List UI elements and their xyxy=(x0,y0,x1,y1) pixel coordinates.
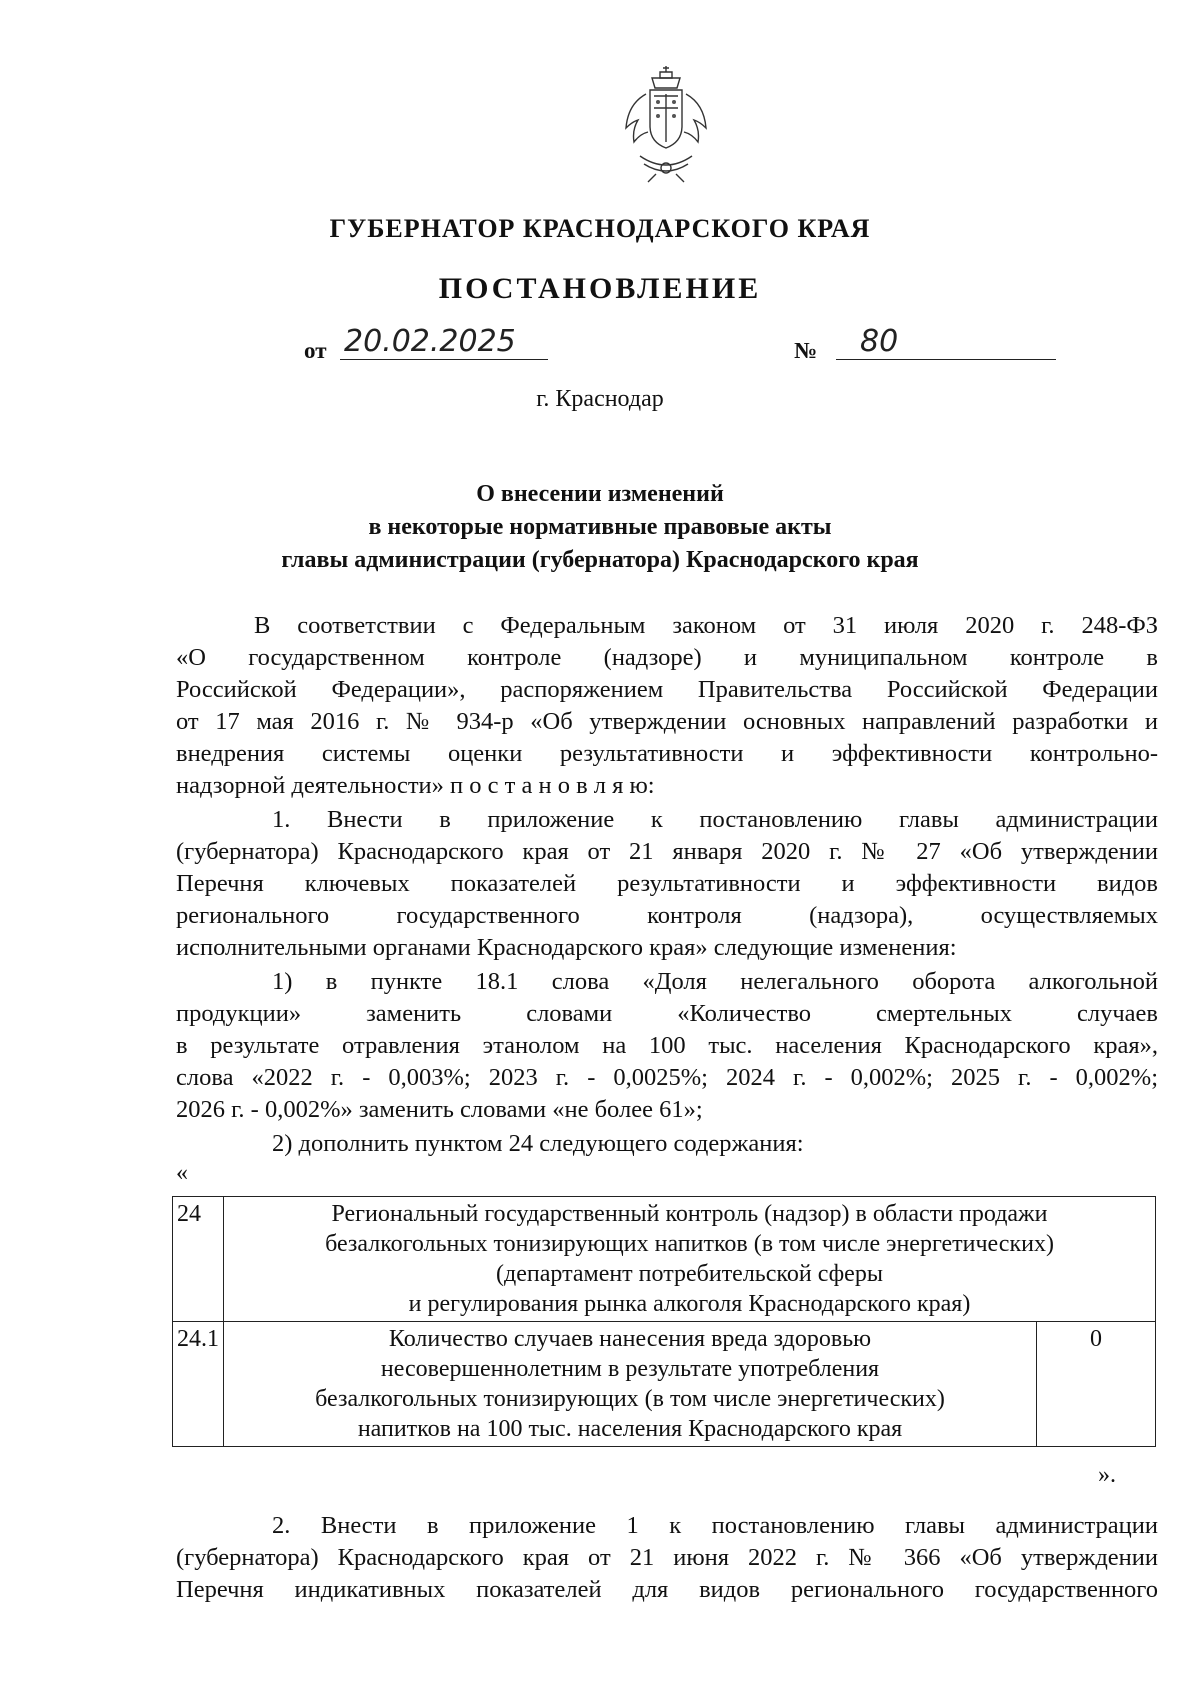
text-line: «О государственном контроле (надзоре) и муниципальном контроле в xyxy=(176,644,1158,671)
text-line: 1) в пункте 18.1 слова «Доля нелегального оборота алкогольной xyxy=(272,968,1158,995)
text-line: продукции» заменить словами «Количество смертельных случаев xyxy=(176,1000,1158,1027)
table-cell-text xyxy=(224,1322,1037,1447)
table-row xyxy=(173,1322,1156,1447)
text-line: (губернатора) Краснодарского края от 21 января 2020 г. № 27 «Об утверждении xyxy=(176,838,1158,865)
title-line: О внесении изменений xyxy=(476,481,724,507)
coat-of-arms-emblem xyxy=(616,64,716,188)
text-line: Российской Федерации», распоряжением Правительства Российской Федерации xyxy=(176,676,1158,703)
table-row xyxy=(173,1197,1156,1322)
text-line: 1. Внести в приложение к постановлению главы администрации xyxy=(272,806,1158,833)
title-line: главы администрации (губернатора) Краснодарского края xyxy=(281,547,919,573)
city: г. Краснодар xyxy=(536,386,664,412)
document-number: 80 xyxy=(836,324,1056,360)
cell-line: и регулирования рынка алкоголя Краснодарского края) xyxy=(408,1291,971,1317)
quote-close: ». xyxy=(1098,1462,1116,1488)
subitem-1-paragraph xyxy=(176,966,1158,1126)
text-line: Перечня ключевых показателей результативности и эффективности видов xyxy=(176,870,1158,897)
item-2-paragraph xyxy=(176,1510,1158,1606)
date-label: от xyxy=(304,338,327,363)
issuing-authority: ГУБЕРНАТОР КРАСНОДАРСКОГО КРАЯ xyxy=(329,214,871,243)
inserted-table xyxy=(172,1196,1156,1447)
table-cell-text xyxy=(224,1197,1156,1322)
text-line: Перечня индикативных показателей для видов регионального государственного xyxy=(176,1576,1158,1603)
cell-line: Количество случаев нанесения вреда здоровью xyxy=(388,1326,872,1352)
text-line: внедрения системы оценки результативности и эффективности контрольно- xyxy=(176,740,1158,767)
quote-open: « xyxy=(176,1160,188,1186)
text-line: 2) дополнить пунктом 24 следующего содержания: xyxy=(272,1130,804,1157)
table-cell-number: 24 xyxy=(173,1197,224,1322)
text-line: 2026 г. - 0,002%» заменить словами «не более 61»; xyxy=(176,1096,703,1123)
cell-line: (департамент потребительской сферы xyxy=(496,1261,883,1287)
item-1-paragraph xyxy=(176,804,1158,964)
title-line: в некоторые нормативные правовые акты xyxy=(368,514,832,540)
document-date: 20.02.2025 xyxy=(340,324,548,360)
preamble-paragraph xyxy=(176,610,1158,802)
text-line: от 17 мая 2016 г. № 934-р «Об утверждении основных направлений разработки и xyxy=(176,708,1158,735)
text-line: В соответствии с Федеральным законом от 31 июля 2020 г. 248-ФЗ xyxy=(254,612,1158,639)
text-line: надзорной деятельности» п о с т а н о в л я ю: xyxy=(176,772,655,799)
cell-line: безалкогольных тонизирующих напитков (в том числе энергетических) xyxy=(325,1231,1054,1257)
table-cell-value: 0 xyxy=(1037,1322,1156,1447)
number-label: № xyxy=(794,338,818,363)
table-cell-number: 24.1 xyxy=(173,1322,224,1447)
document-title xyxy=(0,478,1200,577)
text-line: слова «2022 г. - 0,003%; 2023 г. - 0,0025%; 2024 г. - 0,002%; 2025 г. - 0,002%; xyxy=(176,1064,1158,1091)
cell-line: Региональный государственный контроль (надзор) в области продажи xyxy=(331,1201,1048,1227)
document-type: ПОСТАНОВЛЕНИЕ xyxy=(438,272,762,305)
text-line: (губернатора) Краснодарского края от 21 июня 2022 г. № 366 «Об утверждении xyxy=(176,1544,1158,1571)
text-line: в результате отравления этанолом на 100 тыс. населения Краснодарского края», xyxy=(176,1032,1158,1059)
text-line: исполнительными органами Краснодарского края» следующие изменения: xyxy=(176,934,957,961)
text-line: 2. Внести в приложение 1 к постановлению главы администрации xyxy=(272,1512,1158,1539)
cell-line: безалкогольных тонизирующих (в том числе энергетических) xyxy=(315,1386,945,1412)
cell-line: напитков на 100 тыс. населения Краснодарского края xyxy=(357,1416,903,1442)
text-line: регионального государственного контроля (надзора), осуществляемых xyxy=(176,902,1158,929)
cell-line: несовершеннолетним в результате употребления xyxy=(380,1356,880,1382)
subitem-2-paragraph xyxy=(176,1128,1158,1160)
